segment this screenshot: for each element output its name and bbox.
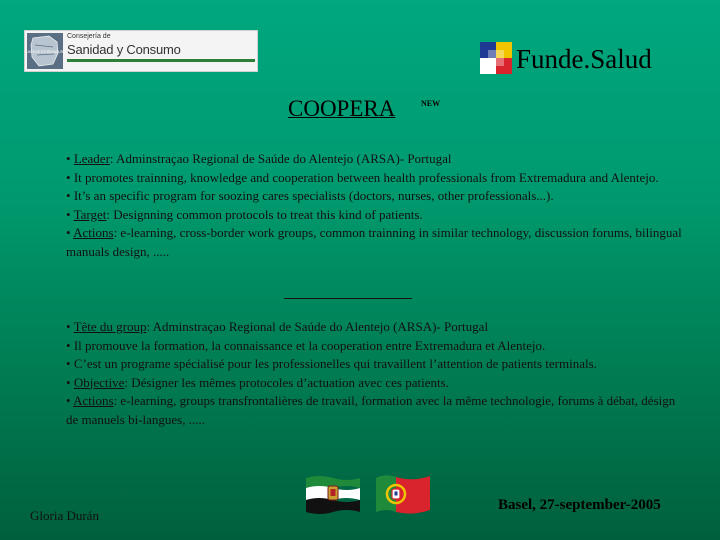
logo-line2: Sanidad y Consumo (67, 42, 181, 57)
english-actions: • Actions: e-learning, cross-border work groups, common trainning in similar technology, discussion forums, bilingual manuals design, ..... (66, 225, 682, 259)
fundesalud-title: Funde.Salud (516, 44, 652, 74)
new-badge: NEW (421, 99, 441, 108)
english-leader: • Leader: Adminstraçao Regional de Saúde do Alentejo (ARSA)- Portugal (66, 151, 452, 166)
english-promotes: • It promotes trainning, knowledge and cooperation between health professionals from Extremadura and Alentejo. (66, 169, 659, 185)
consejeria-logo (24, 30, 258, 72)
logo-square-center (488, 50, 504, 66)
presentation-date: Basel, 27-september-2005 (498, 497, 661, 513)
section-divider (284, 298, 412, 299)
tete-label: Tête du group (73, 319, 147, 334)
page-title[interactable]: COOPERA (288, 96, 396, 121)
objective-label: Objective (73, 374, 125, 390)
french-promotes: • Il promouve la formation, la connaissance et la cooperation entre Extremadura et Alentejo. (66, 337, 546, 353)
portugal-flag-icon (376, 472, 430, 514)
target-label: Target (73, 206, 107, 222)
actions-label: Actions (73, 225, 114, 240)
extremadura-map-icon (24, 33, 66, 69)
english-target: • Target: Designning common protocols to treat this kind of patients. (66, 206, 423, 222)
logo-bar (67, 59, 255, 62)
french-actions: • Actions: e-learning, groups transfrontalières de travail, formation avec la même technologie, forums à débat, désign de manuels bi-langues, ..... (66, 393, 676, 427)
actions-label-fr: Actions (73, 393, 114, 408)
leader-label: Leader (73, 151, 110, 166)
french-objective: • Objective: Désigner les mêmes protocoles d’actuation avec ces patients. (66, 374, 449, 390)
english-specific: • It’s an specific program for soozing cares specialists (doctors, nurses, other professionals...). (66, 188, 554, 203)
english-section (66, 150, 686, 261)
french-section (66, 318, 686, 429)
map-label: JUNTA DE EXTREMADURA (24, 50, 66, 54)
fundesalud-logo-icon (480, 42, 512, 74)
extremadura-flag-icon (306, 474, 360, 514)
author-name: Gloria Durán (30, 508, 99, 523)
french-leader: • Tête du group: Adminstraçao Regional de Saúde do Alentejo (ARSA)- Portugal (66, 319, 489, 334)
logo-line1: Consejería de (67, 33, 111, 40)
french-specific: • C’est un programe spécialisé pour les professionelles qui travaillent l’attention de patients terminals. (66, 356, 597, 371)
